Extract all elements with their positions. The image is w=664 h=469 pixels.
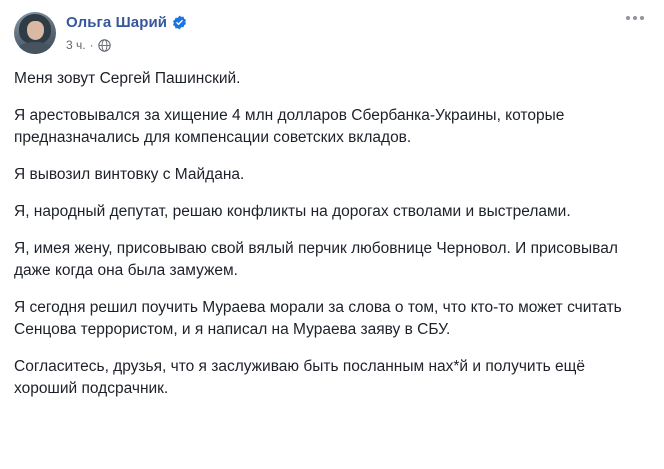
- more-dot-3: [640, 16, 644, 20]
- avatar[interactable]: [14, 12, 56, 54]
- post-paragraph: Я сегодня решил поучить Мураева морали за слова о том, что кто-то может считать Сенцова террористом, и я написал на Мураева заяву в СБУ.: [14, 299, 622, 338]
- more-dot-1: [626, 16, 630, 20]
- post-paragraph: Я, имея жену, присовываю свой вялый перчик любовнице Черновол. И присовывал даже когда она была замужем.: [14, 240, 618, 279]
- post-meta: [66, 37, 187, 53]
- globe-icon[interactable]: [98, 39, 111, 52]
- post-header: [14, 10, 650, 62]
- post-paragraph: Меня зовут Сергей Пашинский.: [14, 70, 241, 87]
- post-body: [14, 62, 650, 400]
- post-paragraph: Я, народный депутат, решаю конфликты на дорогах стволами и выстрелами.: [14, 203, 571, 220]
- post-paragraph: Согласитесь, друзья, что я заслуживаю быть посланным нах*й и получить ещё хороший подсрачник.: [14, 358, 586, 397]
- author-name-row: [66, 12, 187, 32]
- post-paragraph: Я вывозил винтовку с Майдана.: [14, 166, 245, 183]
- meta-separator: ·: [89, 38, 94, 52]
- author-block: [66, 10, 187, 53]
- author-name[interactable]: Ольга Шарий: [66, 13, 168, 31]
- avatar-face: [27, 21, 44, 40]
- more-dot-2: [633, 16, 637, 20]
- post-paragraph: Я арестовывался за хищение 4 млн долларов Сбербанка-Украины, которые предназначались для компенсации советских вкладов.: [14, 107, 565, 146]
- more-options-icon[interactable]: [622, 12, 648, 24]
- verified-badge-icon: [172, 15, 187, 30]
- post-timestamp[interactable]: 3 ч.: [66, 38, 86, 52]
- avatar-body: [17, 42, 53, 54]
